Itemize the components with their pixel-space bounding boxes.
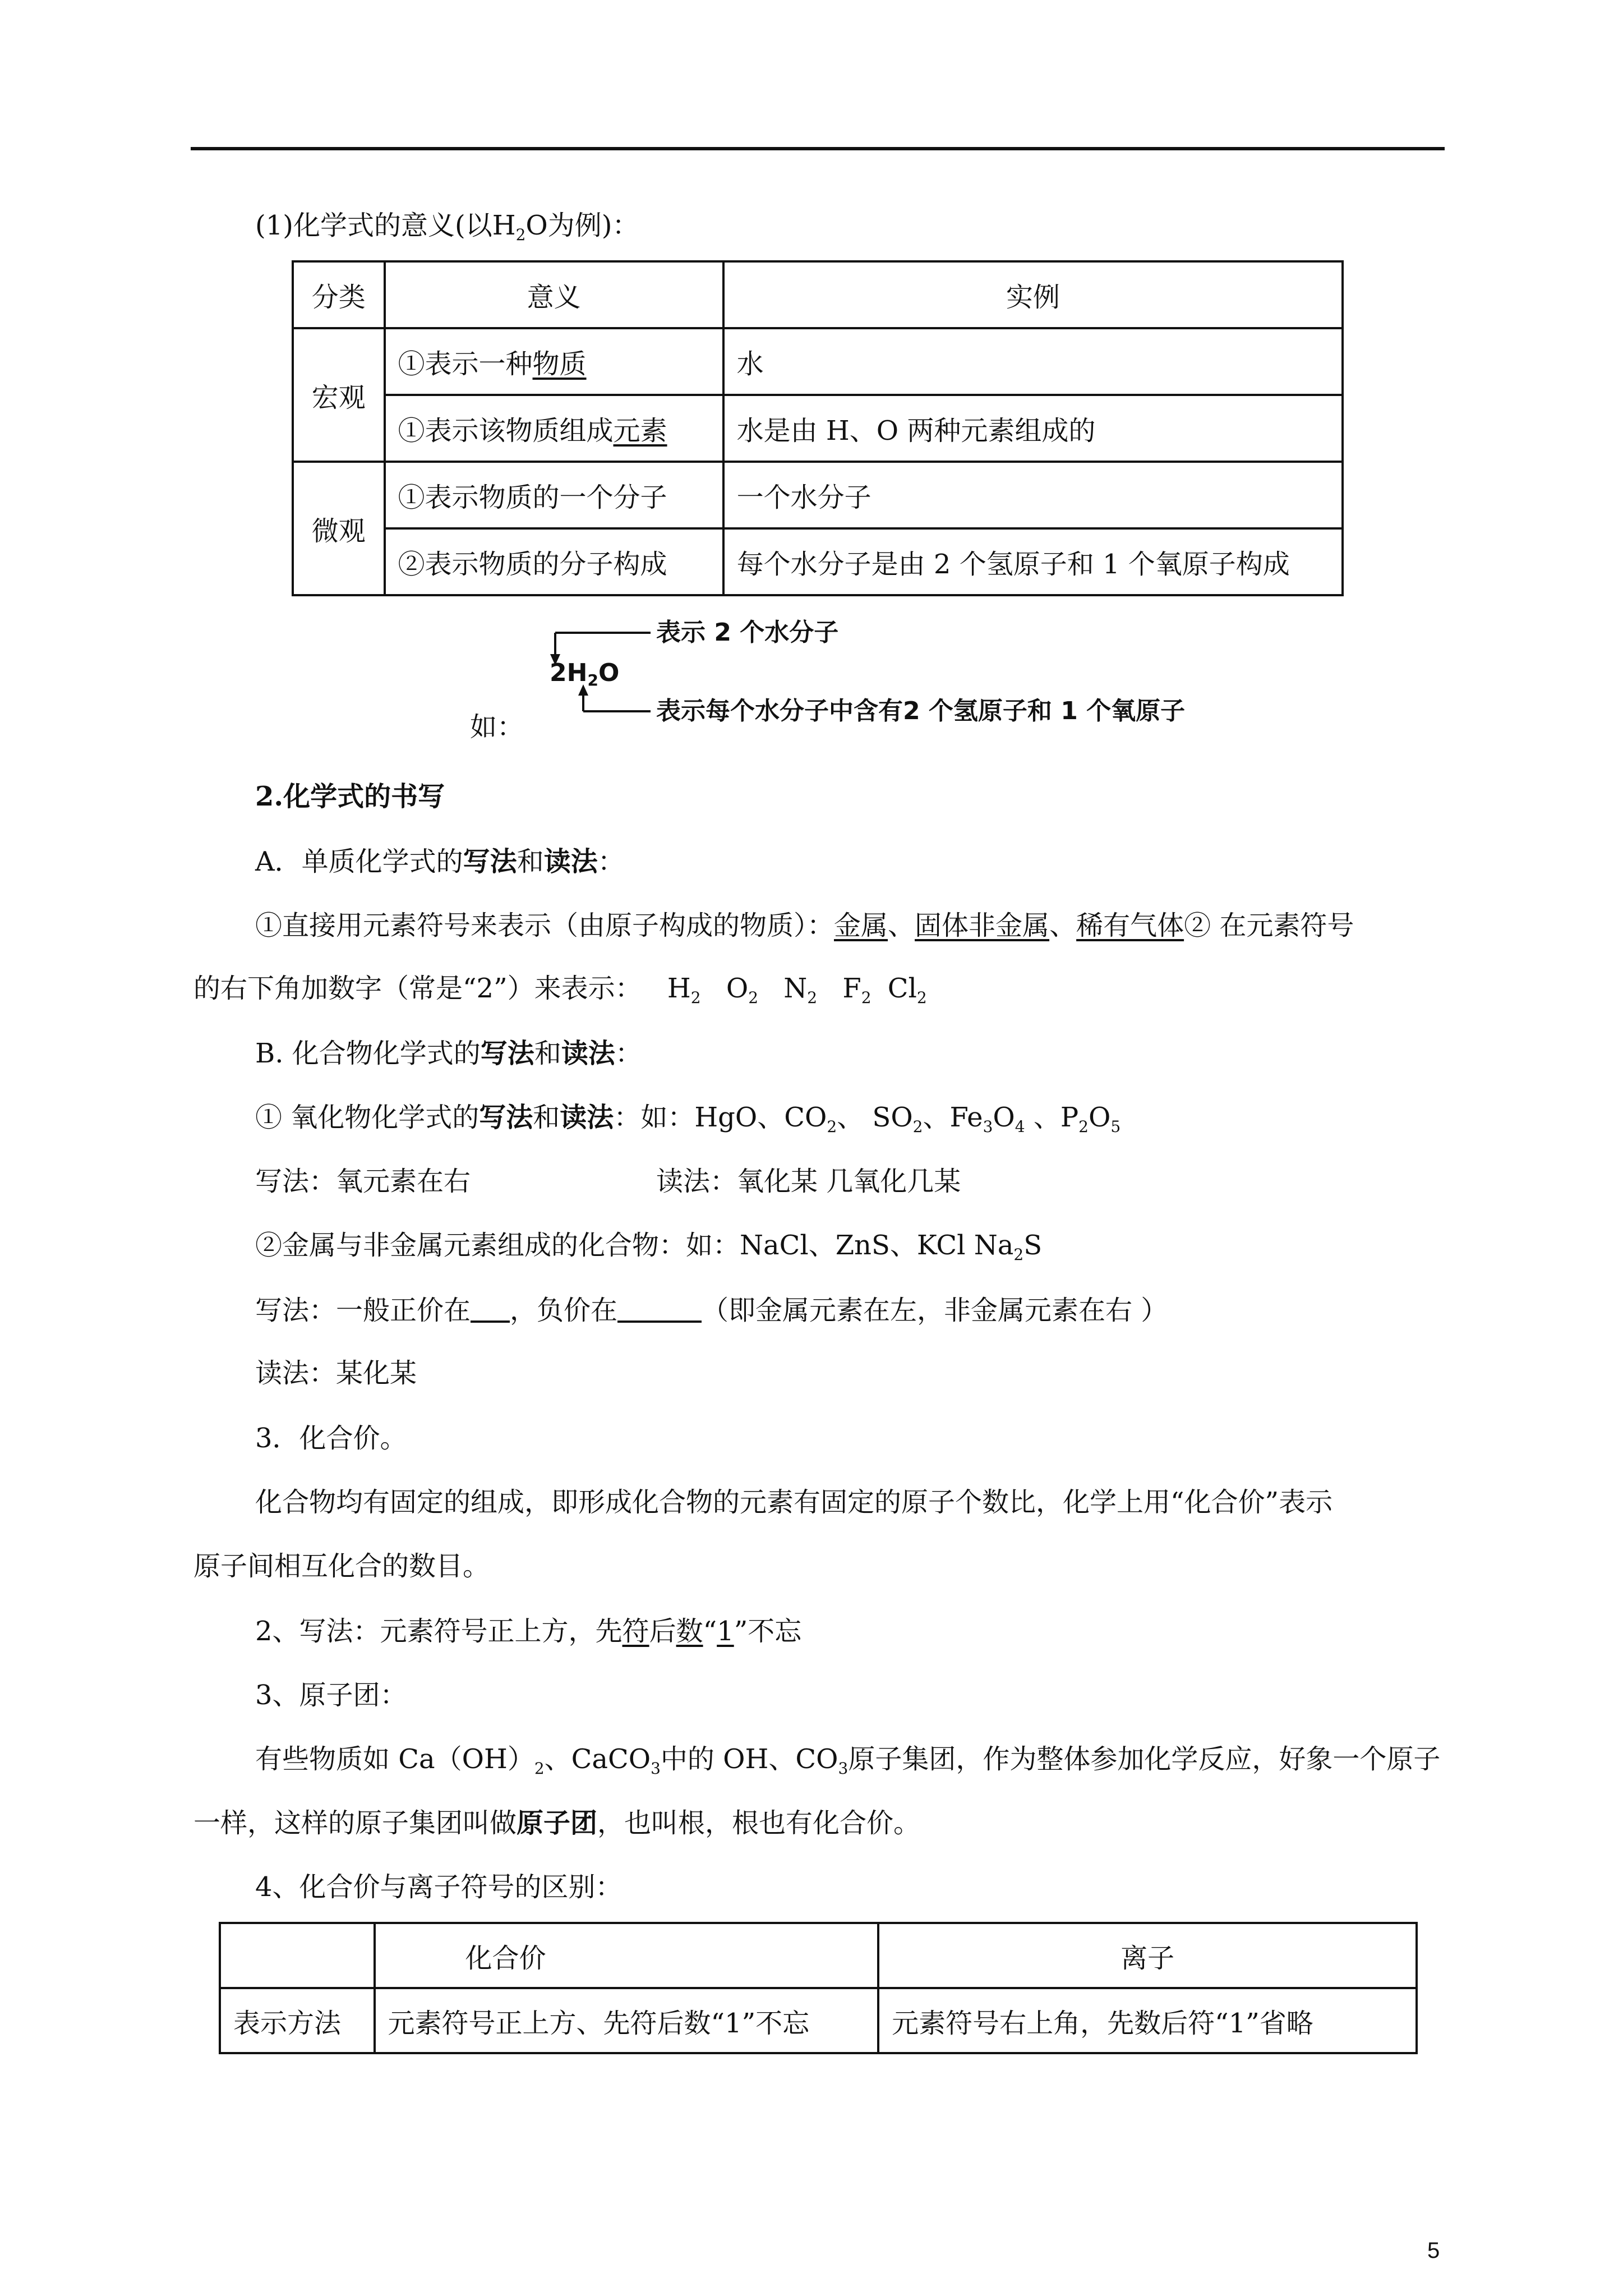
meaning-cell: ②表示物质的分子构成 [385,528,723,595]
fill-blank[interactable] [617,1296,702,1323]
metal-write-rule: 写法：一般正价在 ，负价在 （即金属元素在左，非金属元素在右 ） [255,1295,1168,1326]
section3-title: 3．化合价。 [255,1423,407,1454]
formula-cl2: $Cl_2$ [887,973,927,1007]
diagram-prefix: 如： [470,711,524,743]
metal-compound-line: ②金属与非金属元素组成的化合物：如：NaCl、ZnS、KCl $Na_2S$ [255,1230,1043,1264]
category-macro: 宏观 [293,328,385,462]
meaning-cell: ①表示物质的一个分子 [385,462,723,528]
oxide-read-rule: 读法：氧化某 几氧化几某 [656,1166,961,1197]
meaning-cell: ①表示一种物质 [385,328,723,395]
table-row [293,328,1343,395]
formula-n2: $N_2$ [783,973,818,1007]
meaning-cell: ①表示该物质组成元素 [385,395,723,462]
diagram-formula: 2H2O [550,659,620,689]
compound-heading: B. 化合物化学式的写法和读法： [255,1038,642,1069]
elemental-heading: A．单质化学式的写法和读法： [255,846,625,877]
oxide-write-rule: 写法：氧元素在右 [255,1166,471,1197]
valence-vs-ion-table [219,1922,1418,2054]
table-row [220,1988,1417,2053]
h2o-diagram [465,611,1251,746]
table-row [293,395,1343,462]
fill-blank[interactable] [471,1296,510,1323]
radical-title: 3、原子团： [255,1680,407,1711]
diagram-bottom-label: 表示每个水分子中含有2 个氢原子和 1 个氧原子 [656,697,1186,725]
table-row [293,462,1343,528]
section2-title: 2.化学式的书写 [255,781,445,812]
formula-meaning-table [292,260,1344,596]
elemental-para-2: 的右下角加数字（常是“2”）来表示： $H_2$ $O_2$ $N_2$ $F_2$ $Cl_2$ [193,973,927,1007]
formula-h2: $H_2$ [667,973,701,1007]
header-rule [191,147,1445,150]
table-header-row [220,1923,1417,1988]
table-row [293,528,1343,595]
difference-title: 4、化合价与离子符号的区别： [255,1871,623,1903]
formula-o2: $O_2$ [726,973,759,1007]
elemental-para-1: ①直接用元素符号来表示（由原子构成的物质）：金属、固体非金属、稀有气体② 在元素符号 [255,910,1354,941]
table-header-row [293,261,1343,328]
formula-f2: $F_2$ [842,973,872,1007]
page-number: 5 [1427,2238,1440,2263]
valence-para-2: 原子间相互化合的数目。 [193,1550,490,1582]
valence-para-1: 化合物均有固定的组成，即形成化合物的元素有固定的原子个数比，化学上用“化合价”表示 [255,1487,1333,1518]
radical-para-2: 一样，这样的原子集团叫做原子团，也叫根，根也有化合价。 [193,1807,921,1839]
example-cell: 水是由 H、O 两种元素组成的 [723,395,1343,462]
row-label: 表示方法 [220,1988,375,2053]
table-header: 分类 [293,261,385,328]
example-cell: 每个水分子是由 2 个氢原子和 1 个氧原子构成 [723,528,1343,595]
example-cell: 水 [723,328,1343,395]
table-header: 意义 [385,261,723,328]
table-header: 化合价 [375,1923,879,1988]
example-cell: 一个水分子 [723,462,1343,528]
radical-para-1: 有些物质如 $Ca(OH)_2$、CaCO$_3$中的 OH、$CO_3$原子集团，作为整体参加化学反应，好象一个原子 [255,1743,1441,1778]
diagram-top-label: 表示 2 个水分子 [656,618,839,647]
table-header: 离子 [878,1923,1417,1988]
table-header: 实例 [723,261,1343,328]
valence-write-rule: 2、写法：元素符号正上方，先符后数“1”不忘 [255,1616,802,1647]
valence-cell: 元素符号正上方、先符后数“1”不忘 [375,1988,879,2053]
metal-read-rule: 读法：某化某 [255,1358,417,1389]
category-micro: 微观 [293,462,385,595]
ion-cell: 元素符号右上角，先数后符“1”省略 [878,1988,1417,2053]
oxide-line: ① 氧化物化学式的写法和读法：如：HgO、$CO_2$、 $SO_2$、$Fe_3O_4$ 、$P_2O_5$ [255,1102,1121,1136]
table-header [220,1923,375,1988]
section1-intro: (1)化学式的意义(以$H_2O$为例)： [255,210,639,244]
